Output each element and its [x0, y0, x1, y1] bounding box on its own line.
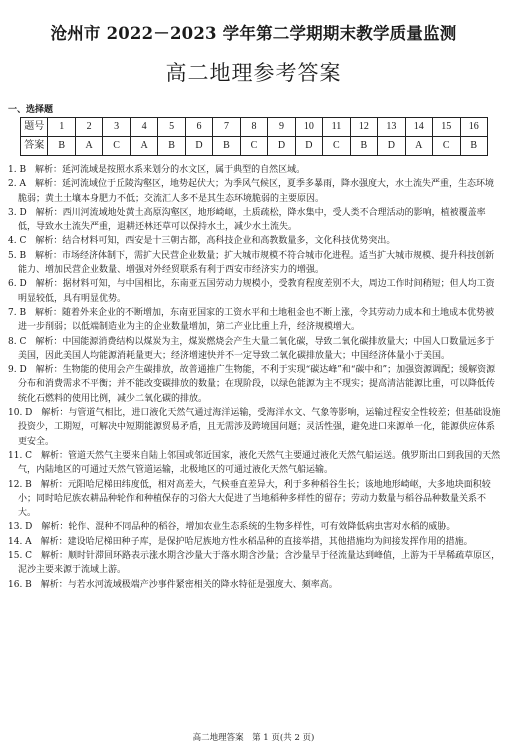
answer-cell: B — [213, 137, 240, 156]
page-title: 沧州市 2022－2023 学年第二学期期末教学质量监测 — [50, 24, 457, 43]
explanation-item: 16. B 解析：与若水河流域极端产沙事件紧密相关的降水特征是强度大、频率高。 — [8, 579, 338, 590]
explanation-item: 13. D 解析：轮作、混种不同品种的稻谷，增加农业生态系统的生物多样性，可有效降低病虫害对水稻的威胁。 — [8, 522, 456, 533]
question-number: 11 — [323, 118, 350, 137]
answer-cell: B — [350, 137, 377, 156]
question-number: 5 — [158, 118, 185, 137]
answer-row — [21, 137, 488, 156]
explanation-item: 2. A 解析：延河流域位于丘陵沟壑区，地势起伏大；为季风气候区，夏季多暴雨，降水强度大，水土流失严重，生态环境脆弱；黄土土壤本身肥力不低；交流汇人多不是其生态环境脆弱的主要原因。 — [8, 179, 494, 204]
question-number: 2 — [75, 118, 102, 137]
explanation-item: 8. C 解析：中国能源消费结构以煤炭为主，煤炭燃烧会产生大量二氧化碳，导致二氧化碳排放量大；中国人口数量远多于美国，因此美国人均能源消耗量更大；经济增速快并不一定导致二氧化碳排放量大；中国经济体量小于美国。 — [8, 336, 495, 361]
answer-cell: A — [130, 137, 157, 156]
explanation-item: 6. D 解析：据材料可知，与中国相比，东南亚五国劳动力规模小，受教育程度差别不大，周边工作时间稍短；但人均工资明显较低，具有明显优势。 — [8, 279, 495, 304]
question-number: 3 — [103, 118, 130, 137]
row-label: 答案 — [21, 137, 48, 156]
explanation-item: 15. C 解析：顺时针滞回环路表示涨水期含沙量大于落水期含沙量；含沙量早于径流量达到峰值，上游为干旱稀疏草原区，泥沙主要来源于流域上游。 — [8, 551, 501, 576]
section-heading: 一、选择题 — [8, 105, 54, 115]
question-number: 13 — [378, 118, 405, 137]
question-number-row — [21, 118, 488, 137]
answer-cell: C — [323, 137, 350, 156]
explanation-item: 10. D 解析：与管道气相比，进口液化天然气通过海洋运输，受海洋水文、气象等影响，运输过程安全性较差；但基础设施投资少，工期短，可解决中短期能源贸易矛盾，且无需涉及跨境国问题；灵活性强，避免进口来源单一化，能源供应体系更安全。 — [8, 408, 501, 447]
answer-table — [20, 117, 488, 156]
explanation-item: 7. B 解析：随着外来企业的不断增加，东南亚国家的工资水平和土地租金也不断上涨，令其劳动力成本和土地成本优势被进一步削弱；以低端制造业为主的企业数量增加，第二产业比重上升，经济规模增大。 — [8, 307, 495, 333]
explanation-item: 3. D 解析：西川河流域地处黄土高原沟壑区，地形崎岖，土质疏松，降水集中，受人类不合理活动的影响，植被覆盖率低，导致水土流失严重，退耕还林还草可以保持水土，减少水土流失。 — [8, 207, 486, 233]
explanation-item: 5. B 解析：市场经济体制下，需扩大民营企业数量；扩大城市规模不符合城市化进程。适当扩大城市规模、提升科技创新能力、增加民营企业数量、增强对外经贸联系有利于西安市经济实力的增强。 — [8, 250, 495, 276]
question-number: 16 — [460, 118, 488, 137]
explanation-item: 14. A 解析：建设哈尼梯田种子库，是保护哈尼族地方性水稻品种的直接举措，其他措施均为间接发挥作用的措施。 — [8, 536, 473, 547]
question-number: 7 — [213, 118, 240, 137]
explanation-list — [8, 163, 501, 592]
question-number: 8 — [240, 118, 267, 137]
explanation-item: 1. B 解析：延河流域是按照水系来划分的水文区，属于典型的自然区域。 — [8, 165, 306, 175]
question-number: 1 — [48, 118, 75, 137]
page-footer: 高二地理答案 第 1 页(共 2 页) — [192, 733, 315, 743]
answer-cell: B — [48, 137, 75, 156]
row-label: 题号 — [21, 118, 48, 137]
answer-cell: C — [433, 137, 460, 156]
answer-cell: C — [240, 137, 267, 156]
answer-cell: A — [405, 137, 432, 156]
question-number: 6 — [185, 118, 212, 137]
question-number: 4 — [130, 118, 157, 137]
answer-cell: A — [75, 137, 102, 156]
explanation-item: 9. D 解析：生物能的使用会产生碳排放，故普通推广生物能，不利于实现“碳达峰”和“碳中和”；加强资源调配；缓解资源分布和消费需求不平衡；并不能改变碳排放的数量；在现阶段，以绿色能源为主不现实；提高清洁能源比重，可以降低传统化石燃料的使用比例，减少二氧化碳的排放。 — [8, 365, 496, 404]
explanation-item: 11. C 解析：管道天然气主要来自陆上邻国或邻近国家，液化天然气主要通过液化天然气船运送。俄罗斯出口到我国的天然气，内陆地区的可通过天然气管道运输，北极地区的可通过液化天然气船运输。 — [8, 450, 501, 476]
page-subtitle: 高二地理参考答案 — [165, 61, 342, 85]
answer-cell: D — [378, 137, 405, 156]
question-number: 12 — [350, 118, 377, 137]
question-number: 9 — [268, 118, 295, 137]
answer-cell: D — [268, 137, 295, 156]
question-number: 10 — [295, 118, 322, 137]
question-number: 15 — [433, 118, 460, 137]
answer-cell: C — [103, 137, 130, 156]
answer-cell: D — [295, 137, 322, 156]
explanation-item: 4. C 解析：结合材料可知，西安是十三朝古都，高科技企业和高教数量多，文化科技优势突出。 — [8, 236, 396, 247]
answer-cell: B — [460, 137, 488, 156]
answer-cell: D — [185, 137, 212, 156]
question-number: 14 — [405, 118, 432, 137]
answer-cell: B — [158, 137, 185, 156]
explanation-item: 12. B 解析：元阳哈尼梯田纬度低，相对高差大，气候垂直差异大，利于多种稻谷生长；该地地形崎岖，大多地块面积较小；同时哈尼族农耕品种轮作和种植保存的习俗大大促进了当地稻种多样性的留存；劳动力数量与稻谷品种数量关系不大。 — [8, 479, 491, 519]
